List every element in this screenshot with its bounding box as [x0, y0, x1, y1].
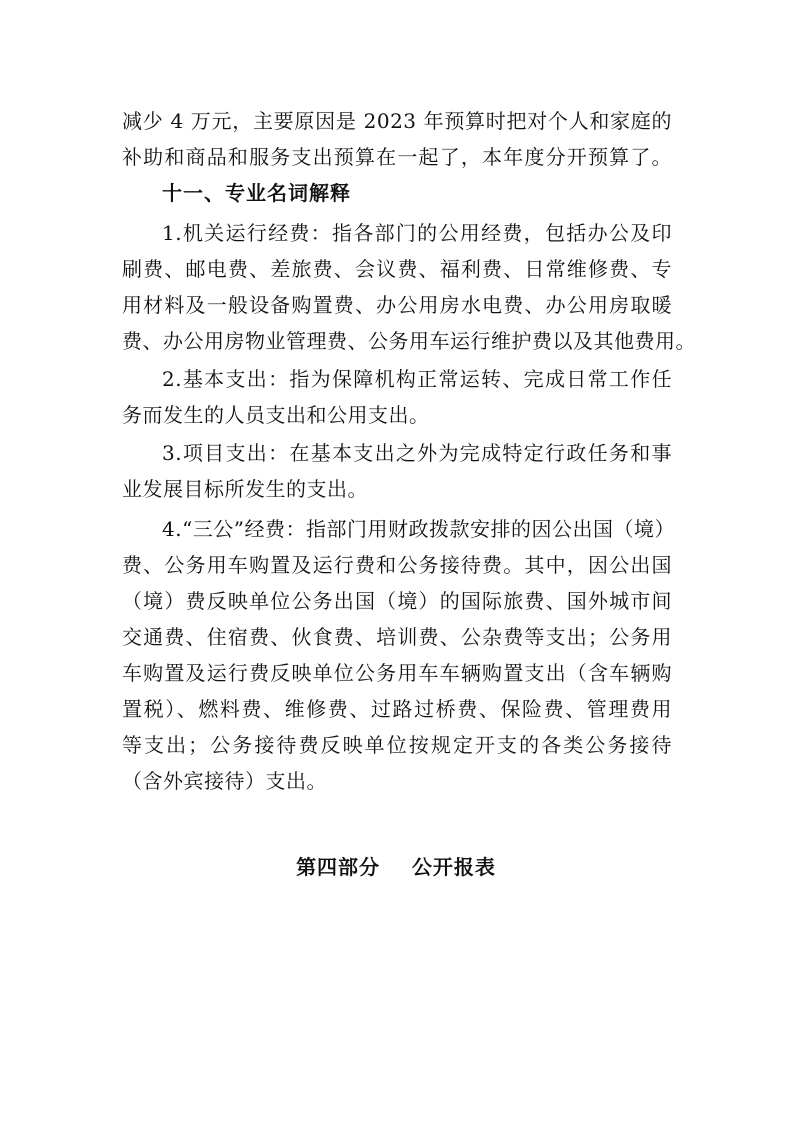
part-title: 第四部分 公开报表	[296, 855, 496, 879]
term-2-line-1: 2.基本支出：指为保障机构正常运转、完成日常工作任	[162, 367, 672, 391]
intro-line-1: 减少 4 万元，主要原因是 2023 年预算时把对个人和家庭的	[122, 109, 672, 133]
term-3-line-2: 业发展目标所发生的支出。	[122, 477, 368, 501]
term-2-line-2: 务而发生的人员支出和公用支出。	[122, 403, 430, 427]
term-3-line-1: 3.项目支出：在基本支出之外为完成特定行政任务和事	[162, 441, 672, 465]
term-1-line-3: 用材料及一般设备购置费、办公用房水电费、办公用房取暖	[122, 293, 672, 317]
term-4-line-7: 等支出；公务接待费反映单位按规定开支的各类公务接待	[122, 733, 672, 757]
term-4-line-1: 4.“三公”经费：指部门用财政拨款安排的因公出国（境）	[162, 517, 676, 541]
section-heading: 十一、专业名词解释	[162, 181, 351, 205]
term-1-line-1: 1.机关运行经费：指各部门的公用经费，包括办公及印	[162, 221, 672, 245]
term-4-line-4: 交通费、住宿费、伙食费、培训费、公杂费等支出；公务用	[122, 625, 672, 649]
term-4-line-2: 费、公务用车购置及运行费和公务接待费。其中，因公出国	[122, 553, 672, 577]
term-1-line-2: 刷费、邮电费、差旅费、会议费、福利费、日常维修费、专	[122, 257, 672, 281]
term-4-line-8: （含外宾接待）支出。	[122, 769, 327, 793]
intro-line-2: 补助和商品和服务支出预算在一起了，本年度分开预算了。	[122, 145, 672, 169]
term-4-line-3: （境）费反映单位公务出国（境）的国际旅费、国外城市间	[122, 589, 672, 613]
term-4-line-5: 车购置及运行费反映单位公务用车车辆购置支出（含车辆购	[122, 661, 672, 685]
term-1-line-4: 费、办公用房物业管理费、公务用车运行维护费以及其他费用。	[122, 329, 696, 353]
term-4-line-6: 置税）、燃料费、维修费、过路过桥费、保险费、管理费用	[122, 697, 672, 721]
